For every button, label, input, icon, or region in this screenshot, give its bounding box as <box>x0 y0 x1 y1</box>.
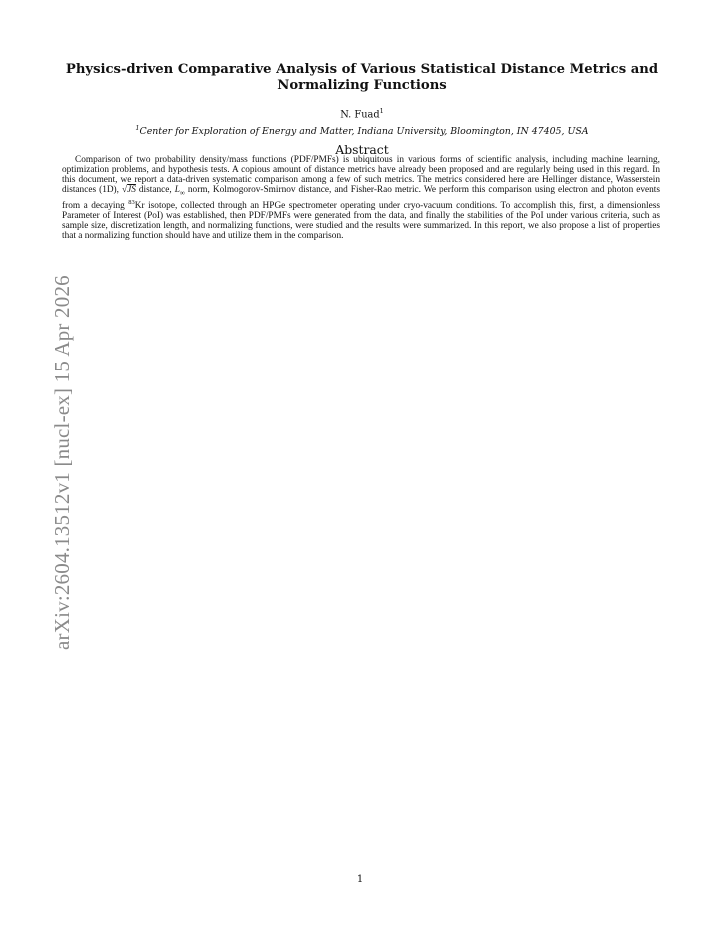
arxiv-identifier-text: arXiv:2604.13512v1 [nucl-ex] 15 Apr 2026 <box>50 275 74 650</box>
abstract-heading: Abstract <box>335 142 389 157</box>
page-number: 1 <box>356 874 364 885</box>
abstract-text-part-3: norm, Kolmogorov-Smirnov distance, and Fisher-Rao metric. We perform this comparison using electron and photon events from a decaying <box>62 184 660 212</box>
abstract-body <box>62 156 660 242</box>
abstract-text-part-2: distance, <box>135 184 175 195</box>
affiliation-line <box>62 124 662 137</box>
author-affiliation-marker: 1 <box>379 107 384 115</box>
linf-subscript: ∞ <box>179 188 185 197</box>
author-line <box>62 107 662 120</box>
linf-symbol: L <box>174 184 180 195</box>
sqrt-argument: JS <box>127 184 136 195</box>
arxiv-identifier-stamp <box>8 255 74 650</box>
sqrt-symbol: √ <box>122 184 128 195</box>
abstract-text-part-1: Comparison of two probability density/mass functions (PDF/PMFs) is ubiquitous in various forms of scientific analysis, including machine learning, optimization problems, and hypothesis tests. A copious amount of distance metrics have already been proposed and are regularly being used in this regard. In this document, we report a data-driven systematic comparison among a few of such metrics. The metrics considered here are Hellinger distance, Wasserstein distances (1D), <box>62 155 660 195</box>
isotope-mass-number: 83 <box>128 199 135 207</box>
affiliation-text: Center for Exploration of Energy and Matter, Indiana University, Bloomington, IN 47405, USA <box>139 126 589 138</box>
paper-title: Physics-driven Comparative Analysis of Various Statistical Distance Metrics and Normalizing Functions <box>65 62 659 93</box>
author-name: N. Fuad <box>340 109 380 121</box>
affiliation-marker: 1 <box>135 124 140 132</box>
abstract-text-part-4: Kr isotope, collected through an HPGe spectrometer operating under cryo-vacuum conditions. To accomplish this, first, a dimensionless Parameter of Interest (PoI) was established, then PDF/PMFs were generated from the data, and finally the stabilities of the PoI under various criteria, such as sample size, discretization length, and normalizing functions, were studied and the results were summarized. In this report, we also propose a list of properties that a normalizing function should have and utilize them in the comparison. <box>62 201 660 242</box>
